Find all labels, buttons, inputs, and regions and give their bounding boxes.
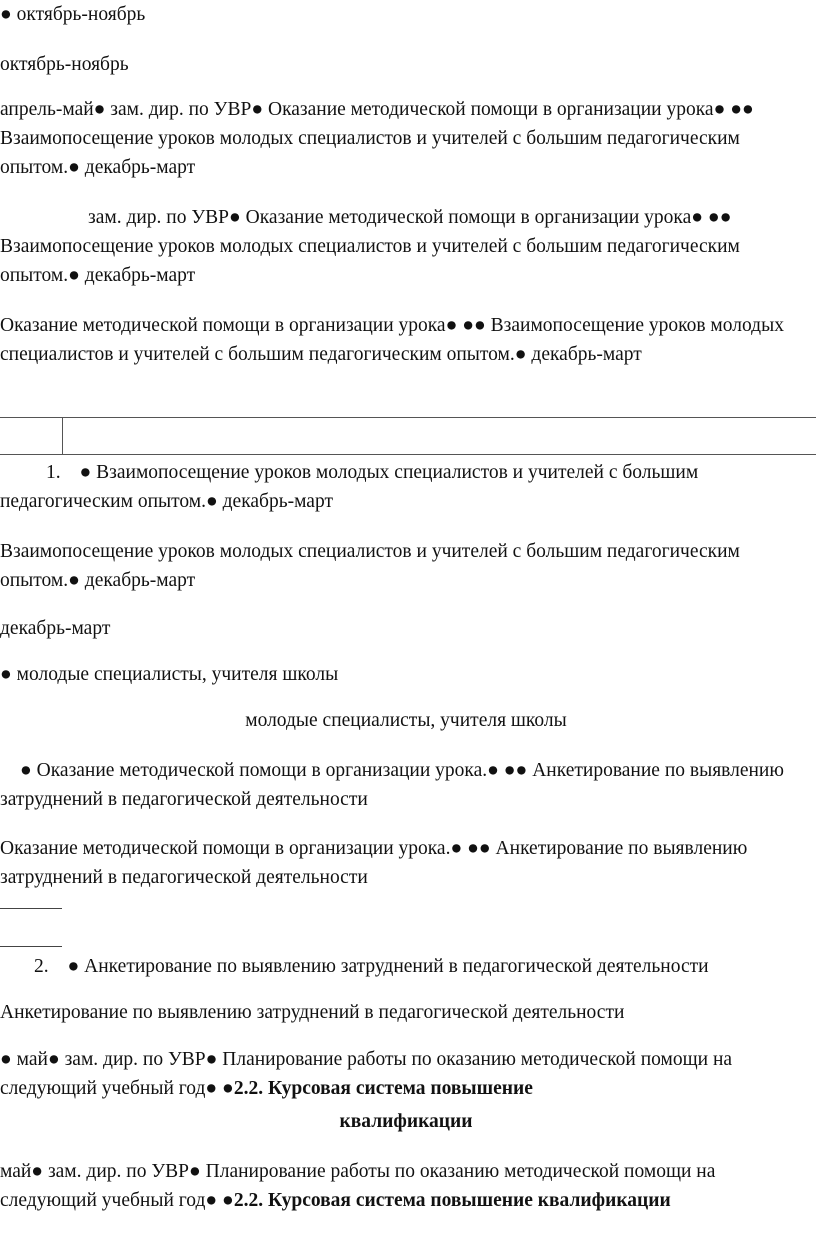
paragraph-9-text: ● молодые специалисты, учителя школы xyxy=(0,664,339,685)
paragraph-9 xyxy=(0,660,812,689)
section-heading-2-2-continued: квалификации xyxy=(339,1111,473,1132)
paragraph-8 xyxy=(0,614,812,643)
list-item-2-number: 2. xyxy=(34,956,49,977)
paragraph-11 xyxy=(0,756,812,814)
short-rule-1 xyxy=(0,908,62,909)
paragraph-4-text: зам. дир. по УВР● Оказание методической помощи в организации урока● ●● Взаимопосещение уроков молодых специалистов и учителей с большим педагогическим опытом.● декабрь-март xyxy=(0,207,740,286)
paragraph-7-text: Взаимопосещение уроков молодых специалистов и учителей с большим педагогическим опытом.● декабрь-март xyxy=(0,541,740,591)
list-item-2-text: ● Анкетирование по выявлению затруднений в педагогической деятельности xyxy=(67,956,709,977)
paragraph-3 xyxy=(0,95,812,182)
paragraph-1-text: ● октябрь-ноябрь xyxy=(0,4,146,25)
paragraph-3-text: апрель-май● зам. дир. по УВР● Оказание методической помощи в организации урока● ●● Взаимопосещение уроков молодых специалистов и учителей с большим педагогическим опытом.● декабрь-март xyxy=(0,99,754,178)
section-heading-2-2-repeat: 2.2. Курсовая система повышение квалификации xyxy=(233,1190,671,1211)
paragraph-8-text: декабрь-март xyxy=(0,618,111,639)
paragraph-14 xyxy=(0,998,812,1027)
paragraph-16 xyxy=(0,1157,812,1215)
table-column-divider xyxy=(62,417,63,454)
paragraph-14-text: Анкетирование по выявлению затруднений в педагогической деятельности xyxy=(0,1002,625,1023)
paragraph-2 xyxy=(0,50,812,79)
list-item-2 xyxy=(0,952,812,981)
paragraph-12-text: Оказание методической помощи в организации урока.● ●● Анкетирование по выявлению затруднений в педагогической деятельности xyxy=(0,838,748,888)
section-heading-2-2: 2.2. Курсовая система повышение xyxy=(233,1078,533,1099)
paragraph-10-text: молодые специалисты, учителя школы xyxy=(245,710,567,731)
paragraph-11-text: ● Оказание методической помощи в организации урока.● ●● Анкетирование по выявлению затруднений в педагогической деятельности xyxy=(0,760,784,810)
paragraph-5-text: Оказание методической помощи в организации урока● ●● Взаимопосещение уроков молодых специалистов и учителей с большим педагогическим опытом.● декабрь-март xyxy=(0,315,784,365)
paragraph-10 xyxy=(0,706,812,735)
list-item-1-number: 1. xyxy=(46,462,61,483)
paragraph-2-text: октябрь-ноябрь xyxy=(0,54,129,75)
paragraph-15 xyxy=(0,1045,812,1103)
table-bottom-border xyxy=(0,454,816,455)
paragraph-4 xyxy=(0,203,812,290)
paragraph-16-text: май● зам. дир. по УВР● Планирование работы по оказанию методической помощи на следующий учебный год● ● xyxy=(0,1161,716,1211)
paragraph-15-continued xyxy=(0,1107,812,1136)
short-rule-2 xyxy=(0,946,62,947)
paragraph-12 xyxy=(0,834,812,892)
paragraph-15-text: ● май● зам. дир. по УВР● Планирование работы по оказанию методической помощи на следующий учебный год● ● xyxy=(0,1049,733,1099)
paragraph-7 xyxy=(0,537,812,595)
paragraph-5 xyxy=(0,311,812,369)
table-top-border xyxy=(0,417,816,418)
paragraph-1 xyxy=(0,0,812,29)
list-item-1 xyxy=(0,458,812,516)
list-item-1-text: ● Взаимопосещение уроков молодых специалистов и учителей с большим педагогическим опытом.● декабрь-март xyxy=(0,462,699,512)
